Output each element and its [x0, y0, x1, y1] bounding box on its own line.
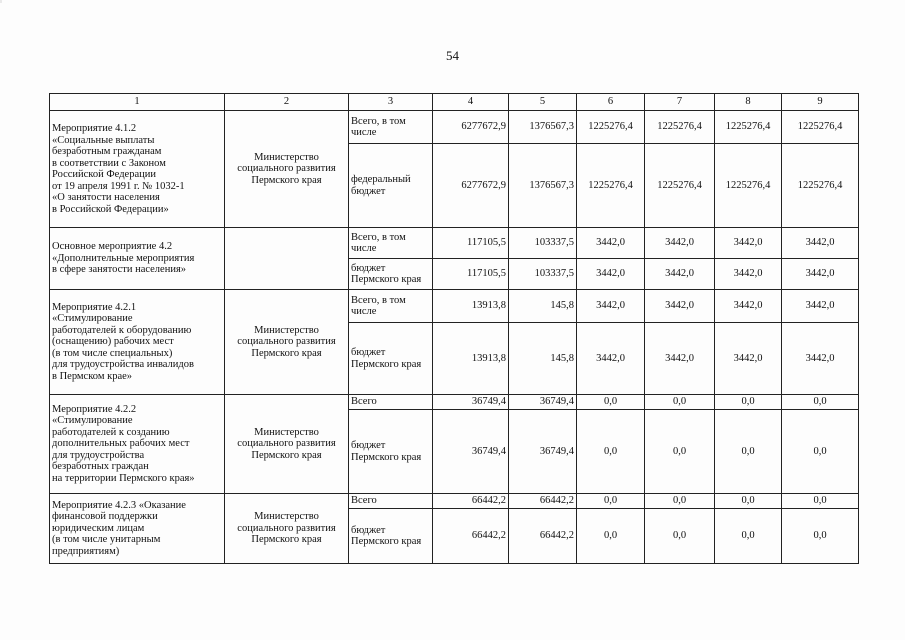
funding-source-cell: [349, 259, 433, 290]
amount-cell-col-4: 13913,8: [433, 323, 509, 395]
measure-text: Основное мероприятие 4.2 «Дополнительные мероприятия в сфере занятости населения»: [52, 241, 195, 276]
amount-cell-col-4: 6277672,9: [433, 111, 509, 144]
amount-cell-col-8: 0,0: [715, 395, 782, 410]
amount-cell-col-6: 1225276,4: [577, 111, 645, 144]
amount-cell-col-9: 0,0: [782, 395, 859, 410]
amount-cell-col-5: 1376567,3: [509, 144, 577, 228]
amount-cell-col-9: 3442,0: [782, 228, 859, 259]
column-header-6: 6: [577, 94, 645, 111]
executor-cell: [225, 290, 349, 395]
column-header-4: 4: [433, 94, 509, 111]
amount-cell-col-8: 3442,0: [715, 228, 782, 259]
amount-cell-col-4: 117105,5: [433, 228, 509, 259]
header-row: [50, 94, 859, 111]
amount-cell-col-6: 0,0: [577, 494, 645, 509]
amount-cell-col-8: 3442,0: [715, 290, 782, 323]
measure-text: Мероприятие 4.2.3 «Оказание финансовой поддержки юридическим лицам (в том числе унитарным предприятиям): [52, 499, 186, 557]
executor-cell: [225, 111, 349, 228]
measure-cell: [50, 228, 225, 290]
scan-edge: [0, 0, 905, 3]
executor-text: Министерство социального развития Пермского края: [237, 511, 336, 546]
column-header-5: 5: [509, 94, 577, 111]
amount-cell-col-6: 0,0: [577, 509, 645, 564]
amount-cell-col-9: 0,0: [782, 509, 859, 564]
amount-cell-col-5: 103337,5: [509, 228, 577, 259]
amount-cell-col-9: 0,0: [782, 410, 859, 494]
amount-cell-col-5: 36749,4: [509, 410, 577, 494]
amount-cell-col-8: 1225276,4: [715, 111, 782, 144]
amount-cell-col-5: 103337,5: [509, 259, 577, 290]
amount-cell-col-7: 3442,0: [645, 228, 715, 259]
funding-source-cell: [349, 323, 433, 395]
amount-cell-col-9: 3442,0: [782, 323, 859, 395]
amount-cell-col-5: 36749,4: [509, 395, 577, 410]
executor-text: Министерство социального развития Пермского края: [237, 426, 336, 461]
measure-cell: [50, 494, 225, 564]
amount-cell-col-7: 0,0: [645, 410, 715, 494]
measure-text: Мероприятие 4.2.2 «Стимулирование работодателей к созданию дополнительных рабочих мест для трудоустройства безработных граждан на территории Пермского края»: [52, 403, 195, 484]
amount-cell-col-9: 3442,0: [782, 259, 859, 290]
column-header-2: 2: [225, 94, 349, 111]
amount-cell-col-7: 1225276,4: [645, 144, 715, 228]
funding-source-text: бюджет Пермского края: [351, 347, 422, 370]
page-number: 54: [446, 48, 459, 63]
funding-source-text: Всего, в том числе: [351, 231, 406, 254]
table-row: [50, 395, 859, 410]
funding-source-cell: [349, 144, 433, 228]
amount-cell-col-4: 6277672,9: [433, 144, 509, 228]
amount-cell-col-7: 3442,0: [645, 323, 715, 395]
executor-text: Министерство социального развития Пермского края: [237, 324, 336, 359]
amount-cell-col-4: 36749,4: [433, 395, 509, 410]
amount-cell-col-9: 3442,0: [782, 290, 859, 323]
funding-source-text: Всего, в том числе: [351, 294, 406, 317]
measure-cell: [50, 290, 225, 395]
amount-cell-col-6: 3442,0: [577, 323, 645, 395]
amount-cell-col-7: 3442,0: [645, 290, 715, 323]
column-header-8: 8: [715, 94, 782, 111]
executor-cell: [225, 228, 349, 290]
table-row: [50, 494, 859, 509]
amount-cell-col-5: 145,8: [509, 323, 577, 395]
amount-cell-col-4: 117105,5: [433, 259, 509, 290]
column-header-9: 9: [782, 94, 859, 111]
measure-cell: [50, 395, 225, 494]
funding-source-text: бюджет Пермского края: [351, 440, 422, 463]
amount-cell-col-9: 0,0: [782, 494, 859, 509]
amount-cell-col-5: 145,8: [509, 290, 577, 323]
funding-source-text: Всего: [351, 495, 377, 507]
amount-cell-col-4: 13913,8: [433, 290, 509, 323]
column-header-3: 3: [349, 94, 433, 111]
funding-source-text: Всего, в том числе: [351, 115, 406, 138]
amount-cell-col-7: 3442,0: [645, 259, 715, 290]
amount-cell-col-6: 1225276,4: [577, 144, 645, 228]
amount-cell-col-7: 0,0: [645, 509, 715, 564]
amount-cell-col-6: 3442,0: [577, 290, 645, 323]
funding-source-cell: [349, 509, 433, 564]
amount-cell-col-8: 3442,0: [715, 323, 782, 395]
table-row: [50, 228, 859, 259]
amount-cell-col-7: 0,0: [645, 395, 715, 410]
table-row: [50, 290, 859, 323]
amount-cell-col-9: 1225276,4: [782, 111, 859, 144]
amount-cell-col-5: 66442,2: [509, 509, 577, 564]
column-header-1: 1: [50, 94, 225, 111]
funding-source-text: федеральный бюджет: [351, 174, 411, 197]
amount-cell-col-7: 0,0: [645, 494, 715, 509]
funding-source-cell: [349, 228, 433, 259]
executor-text: Министерство социального развития Пермского края: [237, 151, 336, 186]
amount-cell-col-8: 0,0: [715, 509, 782, 564]
amount-cell-col-9: 1225276,4: [782, 144, 859, 228]
executor-cell: [225, 395, 349, 494]
measure-text: Мероприятие 4.1.2 «Социальные выплаты безработным гражданам в соответствии с Законом Российской Федерации от 19 апреля 1991 г. № 1032-1 «О занятости населения в Российской Федерации»: [52, 123, 185, 215]
funding-source-text: Всего: [351, 396, 377, 408]
funding-source-text: бюджет Пермского края: [351, 262, 422, 285]
amount-cell-col-8: 3442,0: [715, 259, 782, 290]
amount-cell-col-4: 36749,4: [433, 410, 509, 494]
funding-source-text: бюджет Пермского края: [351, 524, 422, 547]
amount-cell-col-8: 0,0: [715, 494, 782, 509]
amount-cell-col-6: 0,0: [577, 410, 645, 494]
amount-cell-col-7: 1225276,4: [645, 111, 715, 144]
table-row: [50, 111, 859, 144]
amount-cell-col-6: 0,0: [577, 395, 645, 410]
amount-cell-col-4: 66442,2: [433, 509, 509, 564]
table-header: [50, 94, 859, 111]
amount-cell-col-6: 3442,0: [577, 259, 645, 290]
funding-source-cell: [349, 410, 433, 494]
funding-source-cell: [349, 494, 433, 509]
amount-cell-col-5: 1376567,3: [509, 111, 577, 144]
executor-cell: [225, 494, 349, 564]
funding-source-cell: [349, 111, 433, 144]
amount-cell-col-8: 0,0: [715, 410, 782, 494]
measure-text: Мероприятие 4.2.1 «Стимулирование работодателей к оборудованию (оснащению) рабочих мест (в том числе специальных) для трудоустройства инвалидов в Пермском крае»: [52, 301, 194, 382]
measure-cell: [50, 111, 225, 228]
amount-cell-col-6: 3442,0: [577, 228, 645, 259]
amount-cell-col-8: 1225276,4: [715, 144, 782, 228]
amount-cell-col-4: 66442,2: [433, 494, 509, 509]
funding-source-cell: [349, 290, 433, 323]
column-header-7: 7: [645, 94, 715, 111]
funding-source-cell: [349, 395, 433, 410]
amount-cell-col-5: 66442,2: [509, 494, 577, 509]
budget-table: [49, 93, 859, 564]
table-body: [50, 111, 859, 564]
